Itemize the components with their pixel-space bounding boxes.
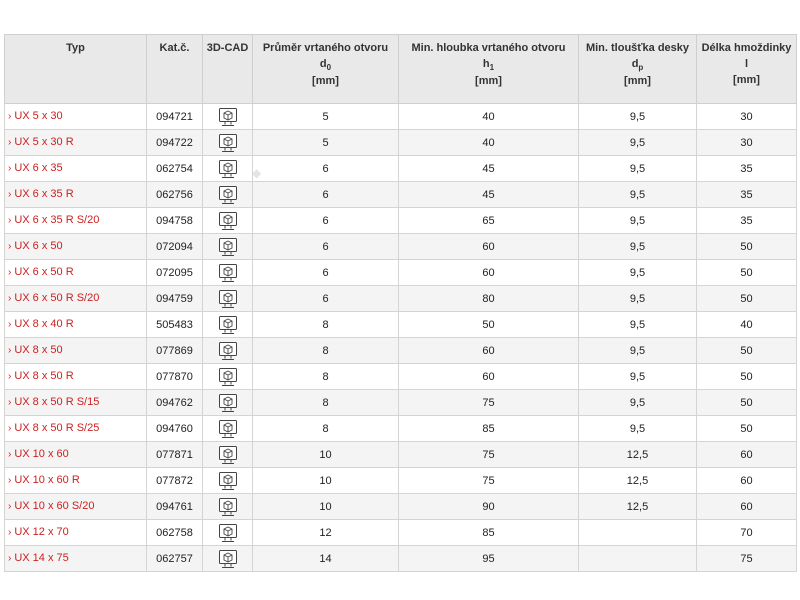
cell-l: 50 [697,338,797,364]
cell-d0: 5 [253,104,399,130]
cad-download-icon[interactable] [218,367,238,387]
chevron-right-icon: › [8,189,12,200]
cell-typ [5,260,147,286]
cell-typ [5,338,147,364]
chevron-right-icon: › [8,241,12,252]
cell-l: 75 [697,546,797,572]
cell-d0: 8 [253,364,399,390]
table-row [5,104,797,130]
cell-3d-cad [203,364,253,390]
cell-d0: 10 [253,494,399,520]
header-d0-title: Průměr vrtaného otvoru [262,42,389,54]
product-link[interactable]: UX 8 x 50 R S/15 [14,396,100,408]
cell-d0: 8 [253,416,399,442]
cad-download-icon[interactable] [218,445,238,465]
cell-typ [5,182,147,208]
cell-dp: 9,5 [579,182,697,208]
cell-l: 70 [697,520,797,546]
cell-l: 30 [697,104,797,130]
table-row [5,156,797,182]
cell-h1: 95 [399,546,579,572]
cell-3d-cad [203,312,253,338]
cell-h1: 60 [399,234,579,260]
cell-typ [5,234,147,260]
cell-l: 50 [697,286,797,312]
cell-kat: 077871 [147,442,203,468]
table-row [5,546,797,572]
cell-d0: 6 [253,208,399,234]
cell-kat: 077869 [147,338,203,364]
cell-kat: 505483 [147,312,203,338]
header-dp: Min. tloušťka desky $d_p$ [mm] [579,35,697,104]
cad-download-icon[interactable] [218,159,238,179]
cell-dp: 9,5 [579,312,697,338]
cell-dp: 9,5 [579,104,697,130]
cell-l: 60 [697,468,797,494]
cell-dp [579,546,697,572]
cell-d0: 10 [253,442,399,468]
cell-typ [5,286,147,312]
cell-h1: 90 [399,494,579,520]
cell-typ [5,546,147,572]
cell-3d-cad [203,442,253,468]
table-header-row [5,35,797,104]
cell-kat: 094760 [147,416,203,442]
table-row [5,442,797,468]
table-row [5,416,797,442]
cell-typ [5,156,147,182]
cell-3d-cad [203,546,253,572]
cell-3d-cad [203,130,253,156]
cad-download-icon[interactable] [218,289,238,309]
cell-typ [5,208,147,234]
cad-download-icon[interactable] [218,341,238,361]
cell-kat: 077872 [147,468,203,494]
cell-h1: 65 [399,208,579,234]
cell-l: 50 [697,390,797,416]
watermark-mark: ◆ [252,166,262,180]
cell-kat: 077870 [147,364,203,390]
cell-3d-cad [203,104,253,130]
chevron-right-icon: › [8,345,12,356]
cad-download-icon[interactable] [218,419,238,439]
product-link[interactable]: UX 6 x 50 R S/20 [14,292,100,304]
table-row [5,182,797,208]
product-link[interactable]: UX 8 x 50 [14,344,63,356]
cell-kat: 072094 [147,234,203,260]
cell-kat: 072095 [147,260,203,286]
table-row [5,286,797,312]
product-link[interactable]: UX 6 x 35 [14,162,63,174]
cell-h1: 60 [399,338,579,364]
chevron-right-icon: › [8,267,12,278]
cell-d0: 6 [253,260,399,286]
chevron-right-icon: › [8,501,12,512]
cell-typ [5,442,147,468]
header-l-title: Délka hmoždinky [701,42,792,54]
cell-kat: 062758 [147,520,203,546]
cell-h1: 75 [399,390,579,416]
cell-d0: 6 [253,156,399,182]
chevron-right-icon: › [8,423,12,434]
cell-3d-cad [203,494,253,520]
cell-h1: 80 [399,286,579,312]
product-link[interactable]: UX 10 x 60 [14,448,69,460]
cell-d0: 6 [253,182,399,208]
cell-d0: 6 [253,234,399,260]
product-link[interactable]: UX 12 x 70 [14,526,69,538]
cell-kat: 094759 [147,286,203,312]
cell-typ [5,130,147,156]
chevron-right-icon: › [8,475,12,486]
cell-dp: 9,5 [579,364,697,390]
product-link[interactable]: UX 6 x 35 R [14,188,74,200]
cell-h1: 40 [399,130,579,156]
cell-typ [5,468,147,494]
table-row [5,468,797,494]
product-link[interactable]: UX 8 x 40 R [14,318,74,330]
cad-download-icon[interactable] [218,237,238,257]
cell-d0: 5 [253,130,399,156]
table-row [5,234,797,260]
cell-l: 35 [697,208,797,234]
chevron-right-icon: › [8,449,12,460]
cell-3d-cad [203,182,253,208]
header-3d-cad: 3D-CAD [203,35,253,104]
cell-d0: 6 [253,286,399,312]
cell-l: 60 [697,442,797,468]
chevron-right-icon: › [8,215,12,226]
cell-l: 40 [697,312,797,338]
cell-h1: 60 [399,260,579,286]
cell-dp: 9,5 [579,390,697,416]
cell-dp: 9,5 [579,234,697,260]
cad-download-icon[interactable] [218,211,238,231]
cell-3d-cad [203,520,253,546]
cell-dp: 9,5 [579,156,697,182]
cell-l: 60 [697,494,797,520]
table-row [5,520,797,546]
header-dp-title: Min. tloušťka desky [585,42,690,54]
cell-h1: 75 [399,442,579,468]
header-h1: Min. hloubka vrtaného otvoru $h_1$ [mm] [399,35,579,104]
cell-kat: 062754 [147,156,203,182]
cell-l: 50 [697,364,797,390]
cell-dp: 9,5 [579,416,697,442]
cell-kat: 062757 [147,546,203,572]
cell-dp: 9,5 [579,260,697,286]
cell-dp: 9,5 [579,208,697,234]
table-row [5,364,797,390]
cell-d0: 12 [253,520,399,546]
product-link[interactable]: UX 5 x 30 [14,110,63,122]
product-link[interactable]: UX 14 x 75 [14,552,69,564]
table-row [5,208,797,234]
header-d0: Průměr vrtaného otvoru $d_0$ [mm] [253,35,399,104]
cell-3d-cad [203,260,253,286]
cell-kat: 094722 [147,130,203,156]
cell-typ [5,104,147,130]
product-table [4,34,797,572]
chevron-right-icon: › [8,111,12,122]
cad-download-icon[interactable] [218,107,238,127]
cell-kat: 094762 [147,390,203,416]
product-link[interactable]: UX 6 x 35 R S/20 [14,214,100,226]
cell-kat: 094721 [147,104,203,130]
cell-3d-cad [203,286,253,312]
cell-3d-cad [203,390,253,416]
cell-d0: 8 [253,312,399,338]
product-link[interactable]: UX 10 x 60 S/20 [14,500,95,512]
cell-h1: 50 [399,312,579,338]
cell-d0: 14 [253,546,399,572]
cell-kat: 062756 [147,182,203,208]
table-row [5,390,797,416]
cell-h1: 85 [399,416,579,442]
cell-dp: 9,5 [579,130,697,156]
chevron-right-icon: › [8,137,12,148]
table-row [5,338,797,364]
cad-download-icon[interactable] [218,133,238,153]
chevron-right-icon: › [8,371,12,382]
cad-download-icon[interactable] [218,471,238,491]
cad-download-icon[interactable] [218,315,238,335]
cad-download-icon[interactable] [218,523,238,543]
cell-d0: 8 [253,390,399,416]
chevron-right-icon: › [8,397,12,408]
cell-dp: 12,5 [579,468,697,494]
chevron-right-icon: › [8,293,12,304]
cell-typ [5,364,147,390]
product-link[interactable]: UX 10 x 60 R [14,474,80,486]
cell-3d-cad [203,208,253,234]
product-link[interactable]: UX 6 x 50 [14,240,63,252]
cell-typ [5,520,147,546]
cell-d0: 8 [253,338,399,364]
cell-typ [5,494,147,520]
table-row [5,130,797,156]
header-kat: Kat.č. [147,35,203,104]
product-link[interactable]: UX 8 x 50 R S/25 [14,422,100,434]
header-l: Délka hmoždinky l [mm] [697,35,797,104]
cell-h1: 40 [399,104,579,130]
cell-dp: 9,5 [579,286,697,312]
cell-typ [5,416,147,442]
cell-typ [5,312,147,338]
product-link[interactable]: UX 5 x 30 R [14,136,74,148]
table-row [5,312,797,338]
cell-h1: 45 [399,156,579,182]
chevron-right-icon: › [8,319,12,330]
product-link[interactable]: UX 6 x 50 R [14,266,74,278]
cell-l: 50 [697,416,797,442]
cell-h1: 60 [399,364,579,390]
product-link[interactable]: UX 8 x 50 R [14,370,74,382]
cell-typ [5,390,147,416]
cad-download-icon[interactable] [218,549,238,569]
cell-d0: 10 [253,468,399,494]
chevron-right-icon: › [8,553,12,564]
cell-dp: 9,5 [579,338,697,364]
cell-3d-cad [203,468,253,494]
cell-kat: 094761 [147,494,203,520]
cell-h1: 85 [399,520,579,546]
cell-l: 35 [697,182,797,208]
chevron-right-icon: › [8,163,12,174]
chevron-right-icon: › [8,527,12,538]
cell-3d-cad [203,416,253,442]
cell-3d-cad [203,234,253,260]
cad-download-icon[interactable] [218,393,238,413]
cell-dp: 12,5 [579,442,697,468]
cad-download-icon[interactable] [218,497,238,517]
cell-h1: 45 [399,182,579,208]
header-typ: Typ [5,35,147,104]
cell-h1: 75 [399,468,579,494]
cad-download-icon[interactable] [218,185,238,205]
cell-l: 50 [697,260,797,286]
cell-kat: 094758 [147,208,203,234]
cell-l: 30 [697,130,797,156]
cad-download-icon[interactable] [218,263,238,283]
cell-l: 35 [697,156,797,182]
table-row [5,494,797,520]
cell-l: 50 [697,234,797,260]
cell-3d-cad [203,338,253,364]
cell-dp [579,520,697,546]
cell-3d-cad [203,156,253,182]
cell-dp: 12,5 [579,494,697,520]
header-h1-title: Min. hloubka vrtaného otvoru [411,42,566,54]
table-row [5,260,797,286]
